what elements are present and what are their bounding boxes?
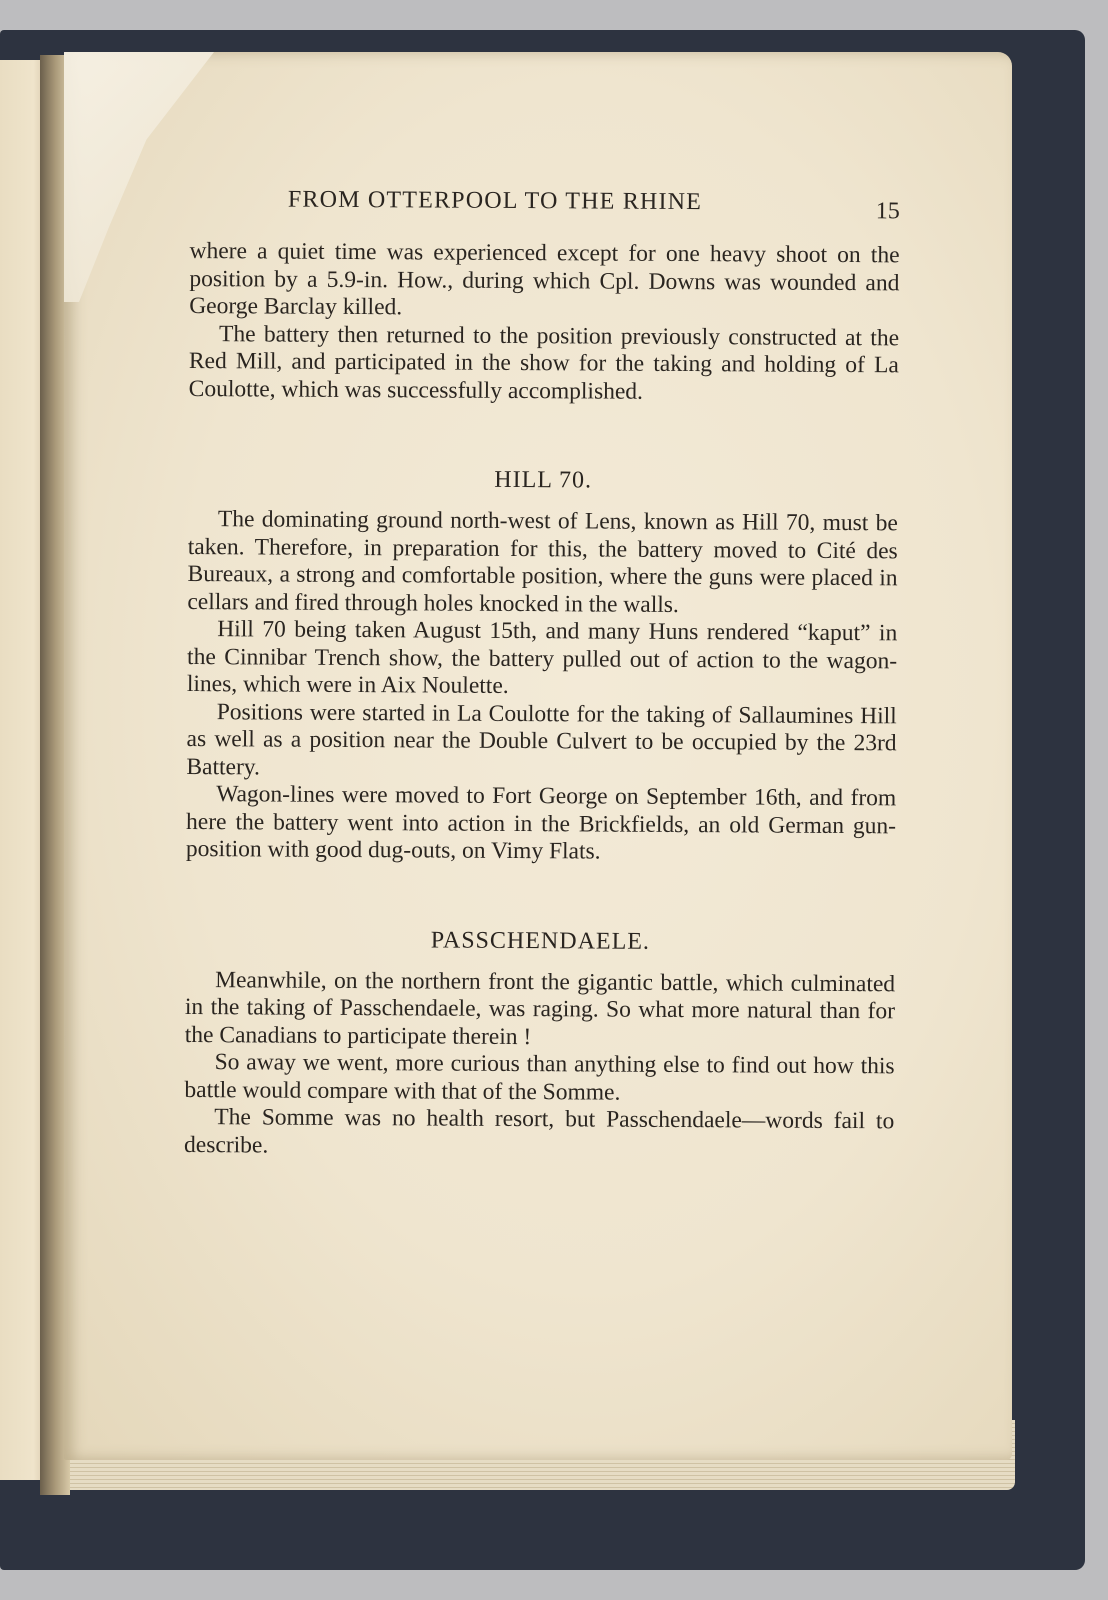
intro-text (189, 238, 900, 407)
page-content (184, 180, 900, 1163)
section-hill-70 (186, 465, 898, 868)
section-title: HILL 70. (494, 466, 593, 494)
paragraph: The battery then returned to the position previously constructed at the Red Mill, and participated in the show for the taking and holding of La Coulotte, which was successfully accomplished. (188, 320, 900, 405)
paragraph: So away we went, more curious than anything else to find out how this battle would compare with that of the Somme. (184, 1049, 895, 1106)
running-head (190, 180, 900, 224)
paragraph: Positions were started in La Coulotte for the taking of Sallaumines Hill as well as a position near the Double Culvert to be occupied by the 23rd Battery. (186, 698, 897, 780)
page-number: 15 (875, 198, 900, 225)
running-title: FROM OTTERPOOL TO THE RHINE (287, 186, 703, 216)
paragraph: The dominating ground north-west of Lens, known as Hill 70, must be taken. Therefore, in preparation for this, the battery moved to Cité des Bureaux, a strong and comfortable position, where the guns were placed in cellars and fired through holes knocked in the walls. (187, 506, 898, 618)
section-title: PASSCHENDAELE. (430, 926, 651, 955)
paragraph: Wagon-lines were moved to Fort George on September 16th, and from here the battery went into action in the Brickfields, an old German gun-position with good dug-outs, on Vimy Flats. (185, 781, 897, 865)
paragraph: where a quiet time was experienced except for one heavy shoot on the position by a 5.9-in. How., during which Cpl. Downs was wounded and George Barclay killed. (189, 237, 900, 321)
section-passchendaele (184, 925, 895, 1163)
paragraph: The Somme was no health resort, but Passchendaele—words fail to describe. (184, 1104, 895, 1158)
paragraph: Meanwhile, on the northern front the gigantic battle, which culminated in the taking of Passchendaele, was raging. So what more natural than for the Canadians to participate therein ! (184, 966, 896, 1050)
paragraph: Hill 70 being taken August 15th, and many Huns rendered “kaput” in the Cinnibar Trench show, the battery pulled out of action to the wagon-lines, which were in Aix Noulette. (186, 616, 898, 699)
